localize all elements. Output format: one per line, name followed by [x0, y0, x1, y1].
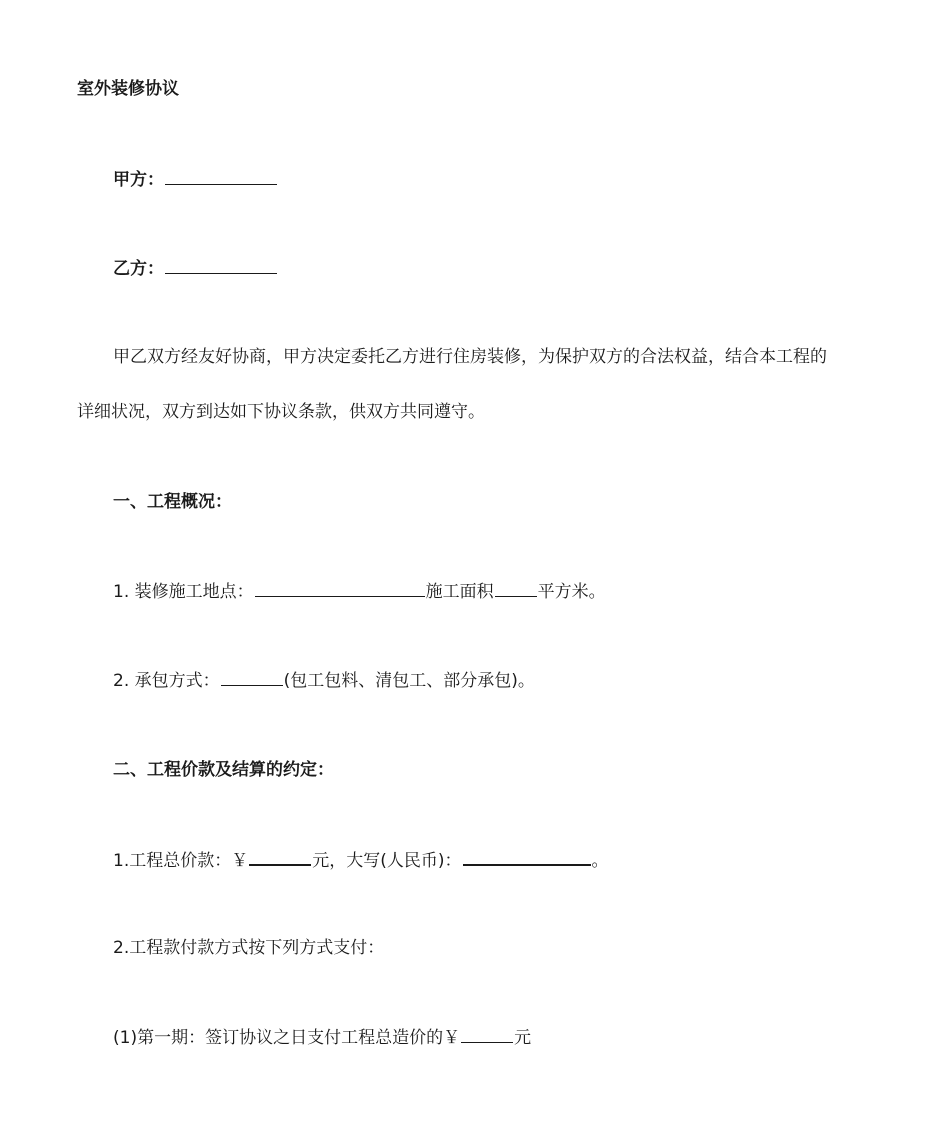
party-a-label: 甲方： — [113, 170, 164, 190]
section-2-item-3 — [113, 1026, 531, 1049]
price-words-blank — [463, 848, 591, 866]
price-middle: 元，大写(人民币)： — [312, 851, 462, 871]
section-1-item-2 — [113, 669, 535, 692]
section-1-item-1 — [113, 580, 606, 603]
section-2-heading: 二、工程价款及结算的约定： — [113, 760, 334, 780]
party-a-blank — [165, 168, 277, 185]
party-a-line — [113, 168, 278, 191]
first-payment-prefix: (1)第一期：签订协议之日支付工程总造价的￥ — [113, 1028, 461, 1048]
section-1-heading: 一、工程概况： — [113, 492, 232, 512]
intro-paragraph-line-1: 甲乙双方经友好协商，甲方决定委托乙方进行住房装修，为保护双方的合法权益，结合本工程的 — [113, 347, 827, 367]
party-b-blank — [165, 257, 277, 274]
document-title: 室外装修协议 — [77, 79, 179, 99]
party-b-label: 乙方： — [113, 259, 164, 279]
party-b-line — [113, 257, 278, 280]
item-1-middle: 施工面积 — [425, 582, 494, 602]
price-suffix: 。 — [591, 851, 609, 871]
section-2-item-1 — [113, 848, 609, 872]
item-1-suffix: 平方米。 — [537, 582, 606, 602]
contract-type-blank — [221, 669, 283, 686]
item-1-prefix: 1. 装修施工地点： — [113, 582, 254, 602]
item-2-prefix: 2. 承包方式： — [113, 671, 220, 691]
intro-paragraph-line-2: 详细状况，双方到达如下协议条款，供双方共同遵守。 — [77, 402, 485, 422]
area-blank — [495, 580, 537, 597]
item-2-suffix: (包工包料、清包工、部分承包)。 — [283, 671, 535, 691]
first-payment-blank — [461, 1026, 513, 1043]
location-blank — [255, 580, 425, 597]
price-blank — [249, 848, 311, 866]
price-prefix: 1.工程总价款：￥ — [113, 851, 249, 871]
first-payment-suffix: 元 — [514, 1028, 532, 1048]
section-2-item-2: 2.工程款付款方式按下列方式支付： — [113, 938, 385, 958]
